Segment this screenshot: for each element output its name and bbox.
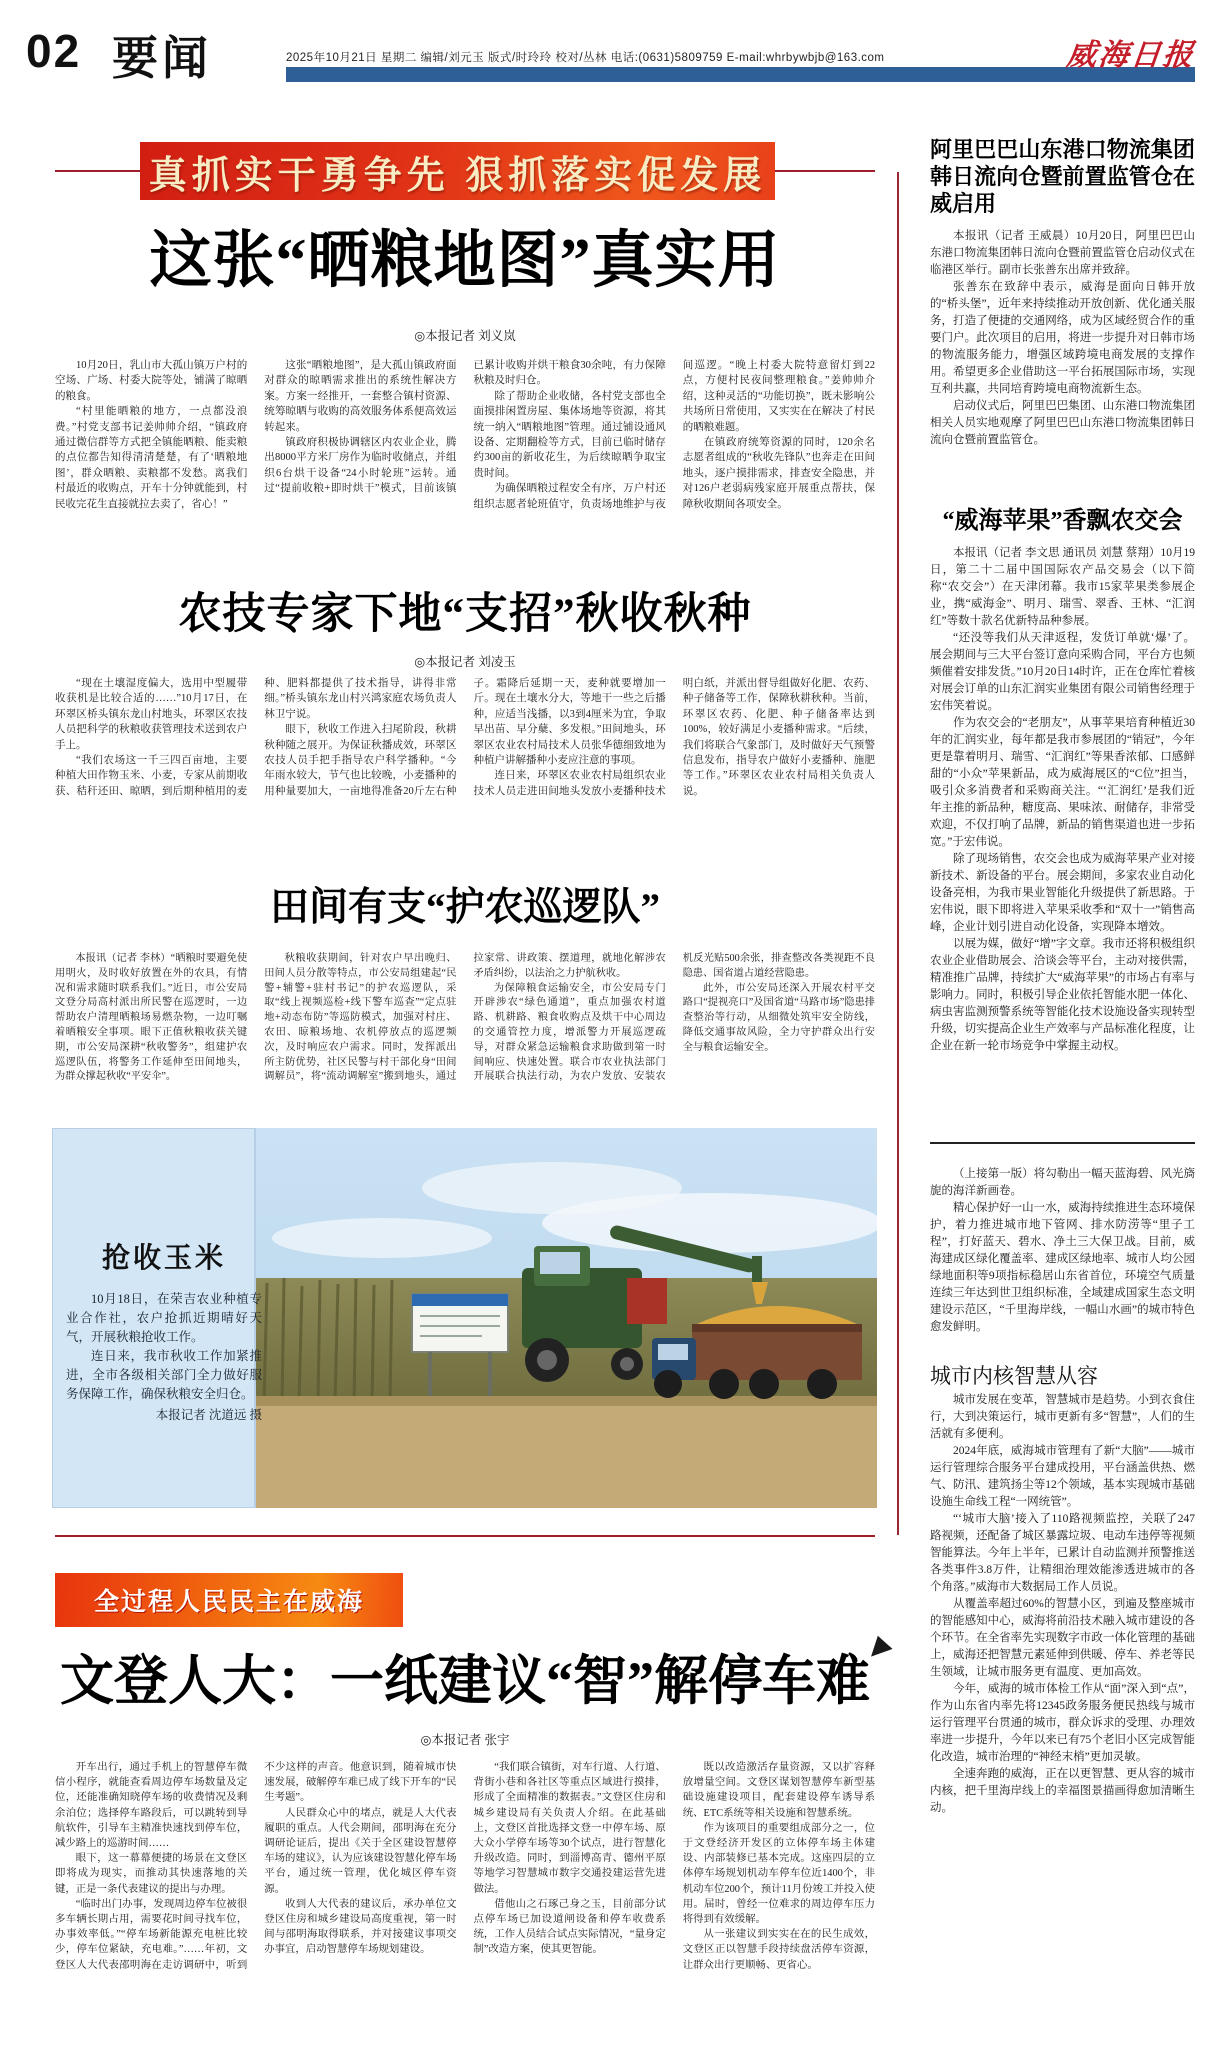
paragraph: “还没等我们从天津返程，发货订单就‘爆’了。展会期间与三大平台签订意向采购合同，平台方也频频催着安排发货。”10月20日14时许，正在仓库忙着核对展会订单的山东汇润实业集团有限公司销售经理于宏伟笑着说。 [930,632,1195,712]
paragraph: “村里能晒粮的地方，一点都没浪费。”村党支部书记姜帅帅介绍，“镇政府通过微信群等方式把全镇能晒粮、能卖粮的点位都告知得清清楚楚，有了‘晒粮地图’，群众晒粮、卖粮都不发愁。离我们村最近的收购点，开车十分钟就能到，村民收完花生直接就拉去卖了，省心！” [55,406,248,510]
paragraph: 既以改造激活存量资源，又以扩容释放增量空间。文登区谋划智慧停车新型基础设施建设项目，配套建设停车诱导系统、ETC系统等相关设施和智慧系统。 [682,1762,875,1819]
body-continuation [930,1166,1195,1334]
paragraph: 作为农交会的“老朋友”，从事苹果培育种植近30年的汇润实业，每年都是我市参展团的“销冠”，今年更是靠着明月、瑞雪、“汇润红”等果香浓郁、口感鲜甜的“小众”苹果新品，成为威海展区的“C位”担当，吸引众多消费者和采购商关注。“‘汇润红’是我们近年主推的新品种，糖度高、果味浓、耐储存，非常受欢迎，不仅打响了品牌，新品的销售渠道也进一步拓宽。”于宏伟说。 [930,717,1195,848]
photo-block [52,1128,877,1508]
continuation-divider [930,1142,1195,1144]
section-rule [55,1535,875,1537]
paragraph: 眼下，这一幕幕便捷的场景在文登区即将成为现实，而推动其快速落地的关键，正是一条代表建议的提出与办理。 [55,1853,248,1895]
paragraph: 除了帮助企业收储，各村党支部也全面摸排闲置房屋、集体场地等资源，将其统一纳入“晒粮地图”管理。通过铺设通风设备、定期翻检等方式，目前已临时储存约300亩的新收花生，为后续晾晒争取宝贵时间。 [473,390,666,479]
paragraph: 全速奔跑的威海，正在以更智慧、更从容的城市内核，把千里海岸线上的幸福图景描画得愈加清晰生动。 [930,1768,1195,1814]
paragraph: 收到人大代表的建议后，承办单位文登区住房和城乡建设局高度重视，第一时间与邵明海取得联系，并对接建议事项交办事宜，启动智慧停车场规划建设。 [264,1898,457,1956]
paragraph: 以展为媒，做好“增”字文章。我市还将积极组织农业企业借助展会、洽谈会等平台，主动对接供需，精准推广品牌，持续扩大“威海苹果”的市场占有率与影响力。同时，积极引导企业依托智能水肥一体化、病虫害监测预警系统等智能化技术设施设备实现转型升级，切实提高企业生产效率与产品标准化程度，让企业在新一轮市场竞争中掌握主动权。 [930,938,1195,1052]
headline-apple: “威海苹果”香飘农交会 [942,508,1183,534]
paragraph: 今年，威海的城市体检工作从“面”深入到“点”，作为山东省内率先将12345政务服务便民热线与城市运行管理平台贯通的城市，群众诉求的受理、办理效率进一步提升，今年以来已有75个老旧小区完成智能化改造，城市治理的“神经末梢”更加灵敏。 [930,1683,1195,1763]
paragraph: 除了现场销售，农交会也成为威海苹果产业对接新技术、新设备的平台。展会期间，多家农业自动化设备亮相，为我市果业智能化升级提供了新思路。于宏伟说，眼下即将进入苹果采收季和“双十一”销售高峰，企业计划引进自动化设备，实现降本增效。 [930,853,1195,933]
section-name: 要闻 [112,33,212,84]
paragraph: 10月20日，乳山市大孤山镇万户村的空场、广场、村委大院等处，铺满了晾晒的粮食。 [55,360,248,402]
page-number: 02 [26,25,82,77]
paragraph: 本报讯（记者 李文思 通讯员 刘慧 蔡翔）10月19日，第二十二届中国国际农产品交易会（以下简称“农交会”）在天津闭幕。我市15家苹果类参展企业，携“威海金”、明月、瑞雪、翠香、王林、“汇润红”等数十款名优新特品种参展。 [930,547,1195,627]
byline-grain-map: ◎本报记者 刘义岚 [414,329,516,343]
paragraph: 2024年底，威海城市管理有了新“大脑”——城市运行管理综合服务平台建成投用，平台涵盖供热、燃气、防汛、建筑扬尘等12个领域，基本实现城市基础设施生命线工程“一网统管”。 [930,1445,1195,1508]
paragraph: 此外，市公安局还深入开展农村平交路口“提视亮口”及国省道“马路市场”隐患排查整治等行动，从细微处筑牢安全防线，降低交通事故风险，全力守护群众出行安全与粮食运输安全。 [682,982,875,1053]
byline-parking: ◎本报记者 张宇 [420,1733,510,1747]
paragraph: 为保障粮食运输安全，市公安局专门开辟涉农“绿色通道”，重点加强农村道路、机耕路、粮食收购点及烘干中心周边的交通管控力度，增派警力开展巡逻疏导，对群众紧急运输粮食求助做到第一时间响应、快速处置。联合市农业执法部门开展联合执法行动，为农户发放、安装农机反光贴500余张，排查整改各类视距不良隐患、国省道占道经营隐患。 [473,953,875,1083]
body-agritech [55,676,875,854]
paragraph: 10月18日，在荣吉农业种植专业合作社，农户抢抓近期晴好天气，开展秋粮抢收工作。 [66,1292,262,1344]
paragraph: 从一张建议到实实在在的民生成效，文登区正以智慧手段持续盘活停车资源，让群众出行更顺畅、更省心。 [682,1929,875,1971]
photo-caption-title: 抢收玉米 [101,1243,226,1274]
headline-patrol: 田间有支“护农巡逻队” [269,886,660,929]
body-patrol [55,952,875,1122]
paragraph: 启动仪式后，阿里巴巴集团、山东港口物流集团相关人员实地观摩了阿里巴巴山东港口物流集团韩日流向仓暨前置监管仓。 [930,400,1195,446]
paragraph: 从覆盖率超过60%的智慧小区，到遍及整座城市的智能感知中心，威海将前沿技术融入城市建设的各个环节。在全省率先实现数字市政一体化管理的基础上，威海还把智慧元素延伸到供暖、停车、养老等民生领域，让城市服务更有温度、更加高效。 [930,1598,1195,1678]
headline-smartcity: 城市内核智慧从容 [930,1364,1098,1388]
paragraph: 城市发展在变革，智慧城市是趋势。小到衣食住行，大到决策运行，城市更新有多“智慧”，人们的生活就有多便利。 [930,1394,1195,1440]
paragraph: “临时出门办事，发现周边停车位被很多车辆长期占用，需要花时间寻找车位，办事效率低。”“停车场新能源充电桩比较少，停车位紧缺，充电难。”……年初，文登区人大代表邵明海在走访调研中，听到不少这样的声音。他意识到，随着城市快速发展，破解停车难已成了线下开车的“民生考题”。 [55,1762,457,1971]
paragraph: 本报讯（记者 李林）“晒粮时要避免使用明火，及时收好放置在外的农具，有情况和需求随时联系我们。”近日，市公安局文登分局高村派出所民警在巡逻时，一边帮助农户清理晒粮场易燃杂物，一边叮嘱着晒粮安全事项。眼下正值秋粮收获关键期，市公安局深耕“秋收警务”，组建护农巡逻队伍，将警务工作延伸至田间地头，为群众撑起秋收“平安伞”。 [55,953,248,1083]
body-grain-map [55,358,875,562]
body-logistics [930,228,1195,470]
slogan-banner-bottom [55,1573,403,1627]
header-bar [286,67,1195,82]
column-rule [897,172,899,1535]
slogan-banner-top-text: 真抓实干勇争先 狠抓落实促发展 [148,154,767,197]
paragraph: 在镇政府统筹资源的同时，120余名志愿者组成的“秋收先锋队”也奔走在田间地头，逐户摸排需求，排查安全隐患，并对126户老弱病残家庭开展重点帮扶，保障秋收期间各项安全。 [682,437,875,510]
paragraph: 这张“晒粮地图”，是大孤山镇政府面对群众的晾晒需求推出的系统性解决方案。方案一经推开，一套整合镇村资源、统筹晾晒与收购的高效服务体系便高效运转起来。 [264,360,457,433]
paper-logo: 威海日报 [1064,39,1197,72]
slogan-banner-bottom-text: 全过程人民民主在威海 [93,1588,364,1616]
paragraph: 开车出行，通过手机上的智慧停车微信小程序，就能查看周边停车场数量及定位，还能准确知晓停车场的收费情况及剩余泊位；选择停车路段后，可以跳转到导航软件，引导车主精准快速找到停车位，减少路上的巡游时间…… [55,1762,248,1850]
paragraph: 张善东在致辞中表示，威海是面向日韩开放的“桥头堡”，近年来持续推动开放创新、优化通关服务，打造了便捷的交通网络，成为区域经贸合作的重要门户。此次项目的启用，将进一步提升对日韩市场的物流服务能力，增强区域跨境电商发展的支撑作用。希望更多企业借助这一平台拓展国际市场，实现互利共赢，共同培育跨境电商物流新生态。 [930,281,1195,395]
paragraph: 精心保护好一山一水，威海持续推进生态环境保护，着力推进城市地下管网、排水防涝等“里子工程”，打好蓝天、碧水、净土三大保卫战。目前，威海建成区绿化覆盖率、建成区绿地率、城市人均公园绿地面积等9项指标稳居山东省首位，环境空气质量连续三年达到世卫组织标准，全域建成国家生态文明建设示范区，“千里海岸线，一幅山水画”的城市特色愈发鲜明。 [930,1202,1195,1333]
paragraph: 本报讯（记者 王威晨）10月20日，阿里巴巴山东港口物流集团韩日流向仓暨前置监管仓启动仪式在临港区举行。副市长张善东出席并致辞。 [930,230,1195,276]
paragraph: 镇政府积极协调辖区内农业企业，腾出8000平方米厂房作为临时收储点，并组织6台烘干设备“24小时轮班”运转。通过“提前收粮+即时烘干”模式，目前该镇已累计收购并烘干粮食30余吨，有力保障秋粮及时归仓。 [264,360,666,495]
paragraph: 秋粮收获期间，针对农户早出晚归、田间人员分散等特点，市公安局组建起“民警+辅警+驻村书记”的护农巡逻队，采取“线上视频巡检+线下警车巡查”“定点驻地+动态布防”等巡防模式，加强对村庄、农田、晾粮场地、农机停放点的巡逻频次，及时响应农户需求。同时，发挥派出所主防优势，社区民警与村干部化身“田间调解员”，将“流动调解室”搬到地头，通过拉家常、讲政策、摆道理，就地化解涉农矛盾纠纷，以法治之力护航秋收。 [264,953,666,1083]
body-apple [930,545,1195,1105]
paragraph: “‘城市大脑’接入了110路视频监控，关联了247路视频，还配备了城区暴露垃圾、电动车违停等视频智能算法。今年上半年，已累计自动监测并预警推送各类事件3.8万件，让精细治理效能渗透进城市的各个角落。”威海市大数据局工作人员说。 [930,1513,1195,1593]
paragraph: 连日来，我市秋收工作加紧推进，全市各级相关部门全力做好服务保障工作，确保秋粮安全归仓。 [66,1349,262,1401]
body-parking [55,1760,875,2050]
headline-grain-map: 这张“晒粮地图”真实用 [149,227,781,295]
paragraph: “我们农场这一千三四百亩地，主要种植大田作物玉米、小麦，专家从前期收获、秸秆还田、晾晒，到后期种植用的麦种、肥料都提供了技术指导，讲得非常细。”桥头镇东龙山村兴鸿家庭农场负责人林卫宁说。 [55,678,457,797]
photo-credit: 本报记者 沈道远 摄 [155,1408,262,1422]
slogan-banner-top [140,142,775,200]
photo-caption [66,1128,262,1508]
byline-agritech: ◎本报记者 刘凌玉 [414,655,516,669]
paragraph: 眼下，秋收工作进入扫尾阶段，秋耕秋种随之展开。为保证秋播成效，环翠区农技人员手把手指导农户科学播种。“今年雨水较大，节气也比较晚，小麦播种的用种量要加大，一亩地得准备20斤左右种子。霜降后延期一天，麦种就要增加一斤。现在土壤水分大，等地干一些之后播种，应适当浅播，以3到4厘米为宜，争取早出苗、早分蘖、多发根。”田间地头，环翠区农业农村局技术人员张华德细致地为种植户讲解播种小麦应注意的事项。 [264,678,666,797]
headline-agritech: 农技专家下地“支招”秋收秋种 [178,591,752,638]
paragraph: 为确保晒粮过程安全有序，万户村还组织志愿者轮班值守，负责场地维护与夜间巡逻。“晚上村委大院特意留灯到22点，方便村民夜间整理粮食。”姜帅帅介绍，这种灵活的“功能切换”，既未影响公共场所日常使用，又实实在在解决了村民的晒粮难题。 [473,360,875,510]
paragraph: 连日来，环翠区农业农村局组织农业技术人员走进田间地头发放小麦播种技术明白纸，并派出督导组做好化肥、农药、种子储备等工作，保障秋耕秋种。当前，环翠区农药、化肥、种子储备率达到100%，较好满足小麦播种需求。“后续，我们将联合气象部门，及时做好天气预警信息发布，指导农户做好小麦播种、施肥等工作。”环翠区农业农村局相关负责人说。 [473,678,875,797]
paragraph: 借他山之石琢己身之玉，目前部分试点停车场已加设道闸设备和停车收费系统，工作人员结合试点实际情况，“量身定制”改造方案，使其更智能。 [473,1898,666,1956]
paragraph: “我们联合镇街，对车行道、人行道、背街小巷和各社区等重点区域进行摸排，形成了全面精准的数据表。”文登区住房和城乡建设局有关负责人介绍。在此基础上，文登区首批选择文登一中停车场、原大众小学停车场等30个试点，进行智慧化升级改造。同时，到淄博高青、德州平原等地学习智慧城市数字交通投建运营先进做法。 [473,1762,666,1895]
body-smartcity [930,1392,1195,2050]
paragraph: 人民群众心中的堵点，就是人大代表履职的重点。人代会期间，邵明海在充分调研论证后，提出《关于全区建设智慧停车场的建议》，认为应该建设智慧化停车场平台，通过统一管理，优化城区停车资源。 [264,1807,457,1895]
paragraph: 作为该项目的重要组成部分之一，位于文登经济开发区的立体停车场主体建设、内部装修已基本完成。这座四层的立体停车场规划机动车停车位近1400个，非机动车位200个，预计11月份竣工并投入使用。届时，曾经一位难求的周边停车压力将得到有效缓解。 [682,1822,875,1926]
photo-caption-body [66,1290,262,1404]
dateline: 2025年10月21日 星期二 编辑/刘元玉 版式/时玲玲 校对/丛林 电话:(0631)5809759 E-mail:whrbywbjb@163.com [286,52,885,64]
paragraph: （上接第一版）将勾勒出一幅天蓝海碧、风光旖旎的海洋新画卷。 [930,1168,1195,1197]
headline-parking: 文登人大：一纸建议“智”解停车难 [60,1651,870,1711]
headline-logistics: 阿里巴巴山东港口物流集团韩日流向仓暨前置监管仓在威启用 [930,137,1195,216]
paragraph: “现在土壤湿度偏大，选用中型履带收获机是比较合适的……”10月17日，在环翠区桥头镇东龙山村地头，环翠区农技人员把科学的秋粮收获管理技术送到农户手上。 [55,678,248,751]
